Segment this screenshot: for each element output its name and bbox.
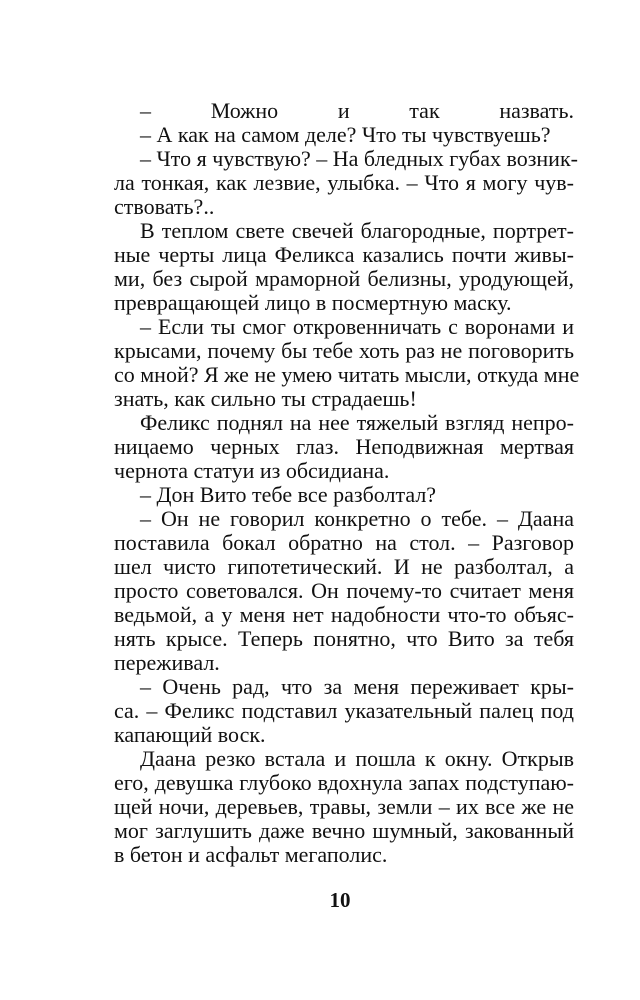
- text-line: знать, как сильно ты страдаешь!: [114, 386, 417, 411]
- text-line: поставила бокал обратно на стол. – Разговор: [114, 530, 574, 555]
- text-line: щей ночи, деревьев, травы, земли – их все же не: [114, 794, 574, 819]
- text-line: – Можно и так назвать.: [140, 98, 574, 123]
- text-line: капающий воск.: [114, 722, 266, 747]
- text-line: ведьмой, а у меня нет надобности что-то объяс-: [114, 602, 574, 627]
- text-line: – Очень рад, что за меня переживает кры-: [140, 674, 574, 699]
- text-line: ницаемо черных глаз. Неподвижная мертвая: [114, 434, 574, 459]
- text-line: крысами, почему бы тебе хоть раз не поговорить: [114, 338, 574, 363]
- text-line: мог заглушить даже вечно шумный, закованный: [114, 818, 574, 843]
- text-line: са. – Феликс подставил указательный палец под: [114, 698, 574, 723]
- text-line: ные черты лица Феликса казались почти живы-: [114, 242, 574, 267]
- text-line: в бетон и асфальт мегаполис.: [114, 842, 388, 867]
- text-line: шел чисто гипотетический. И не разболтал, а: [114, 554, 574, 579]
- text-line: – А как на самом деле? Что ты чувствуешь?: [140, 122, 551, 147]
- page-number: 10: [329, 888, 351, 912]
- text-line: В теплом свете свечей благородные, портрет-: [140, 218, 574, 243]
- text-line: со мной? Я же не умею читать мысли, откуда мне: [114, 362, 580, 387]
- text-line: нять крысе. Теперь понятно, что Вито за тебя: [114, 626, 574, 651]
- text-line: превращающей лицо в посмертную маску.: [114, 290, 512, 315]
- text-line: Даана резко встала и пошла к окну. Открыв: [140, 746, 574, 771]
- text-line: ствовать?..: [114, 194, 215, 219]
- text-line: – Он не говорил конкретно о тебе. – Даана: [140, 506, 574, 531]
- text-line: Феликс поднял на нее тяжелый взгляд непро-: [140, 410, 574, 435]
- text-line: ла тонкая, как лезвие, улыбка. – Что я могу чув-: [114, 170, 574, 195]
- text-line: его, девушка глубоко вдохнула запах подступаю-: [114, 770, 574, 795]
- text-line: – Что я чувствую? – На бледных губах возник-: [140, 146, 578, 171]
- text-line: переживал.: [114, 650, 220, 675]
- text-line: – Дон Вито тебе все разболтал?: [140, 482, 437, 507]
- text-line: чернота статуи из обсидиана.: [114, 458, 390, 483]
- text-line: – Если ты смог откровенничать с воронами и: [140, 314, 574, 339]
- text-line: ми, без сырой мраморной белизны, уродующей,: [114, 266, 574, 291]
- text-line: просто советовался. Он почему-то считает меня: [114, 578, 574, 603]
